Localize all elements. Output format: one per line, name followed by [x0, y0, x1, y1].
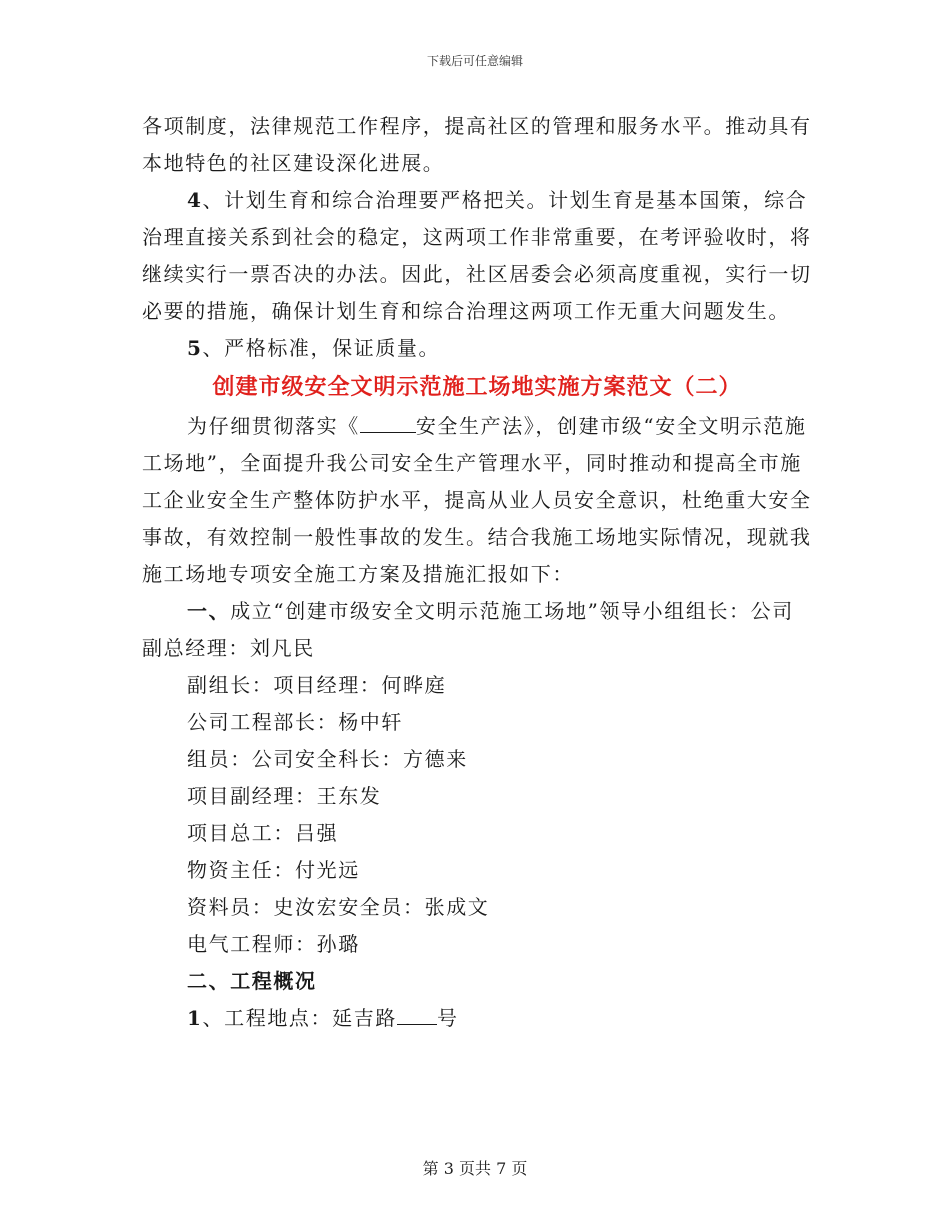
item-number-1: 1: [187, 1006, 203, 1030]
paragraph-5: [142, 593, 812, 667]
paragraph-4: [142, 408, 812, 593]
paragraph-13: 电气工程师：孙璐: [187, 932, 360, 956]
paragraph-4-text-b: 安全生产法》，创建市级“安全文明示范施工场地”，全面提升我公司安全生产管理水平，同时推动和提高全市施工企业安全生产整体防护水平，提高从业人员安全意识，杜绝重大安全事故，有效控制一般性事故的发生。结合我施工场地实际情况，现就我施工场地专项安全施工方案及措施汇报如下：: [142, 414, 812, 586]
paragraph-6: 副组长：项目经理：何晔庭: [187, 673, 447, 697]
heading-number-1: 一、: [187, 599, 231, 623]
paragraph-5-text: 成立“创建市级安全文明示范施工场地”领导小组组长：公司副总经理：刘凡民: [142, 599, 794, 660]
fill-in-blank: [360, 414, 416, 433]
paragraph-8: 组员：公司安全科长：方德来: [187, 747, 468, 771]
item-number-4: 4: [187, 188, 203, 212]
paragraph-2: [142, 182, 812, 330]
paragraph-4-text-a: 为仔细贯彻落实《: [187, 414, 360, 438]
item-number-5: 5: [187, 336, 203, 360]
page-header: 下载后可任意编辑: [426, 54, 523, 68]
paragraph-7: 公司工程部长：杨中轩: [187, 710, 403, 734]
document-body: [142, 108, 812, 1037]
paragraph-9: 项目副经理：王东发: [187, 784, 382, 808]
paragraph-14-text-a: 、工程地点：延吉路: [202, 1006, 397, 1030]
section-heading-2: 二、工程概况: [187, 969, 317, 993]
paragraph-14: [142, 1000, 812, 1037]
paragraph-3: [142, 330, 812, 367]
fill-in-blank-address: [397, 1006, 437, 1025]
paragraph-2-text: 、计划生育和综合治理要严格把关。计划生育是基本国策，综合治理直接关系到社会的稳定，这两项工作非常重要，在考评验收时，将继续实行一票否决的办法。因此，社区居委会必须高度重视，实行一切必要的措施，确保计划生育和综合治理这两项工作无重大问题发生。: [142, 188, 812, 323]
paragraph-10: 项目总工：吕强: [187, 821, 339, 845]
section-title: 创建市级安全文明示范施工场地实施方案范文（二）: [212, 374, 742, 400]
page-footer: 第 3 页共 7 页: [422, 1159, 528, 1178]
paragraph-11: 物资主任：付光远: [187, 858, 360, 882]
paragraph-12: 资料员：史汝宏安全员：张成文: [187, 895, 490, 919]
paragraph-1: 各项制度，法律规范工作程序，提高社区的管理和服务水平。推动具有本地特色的社区建设深化进展。: [142, 114, 812, 175]
paragraph-14-text-b: 号: [436, 1006, 459, 1030]
paragraph-3-text: 、严格标准，保证质量。: [202, 336, 441, 360]
